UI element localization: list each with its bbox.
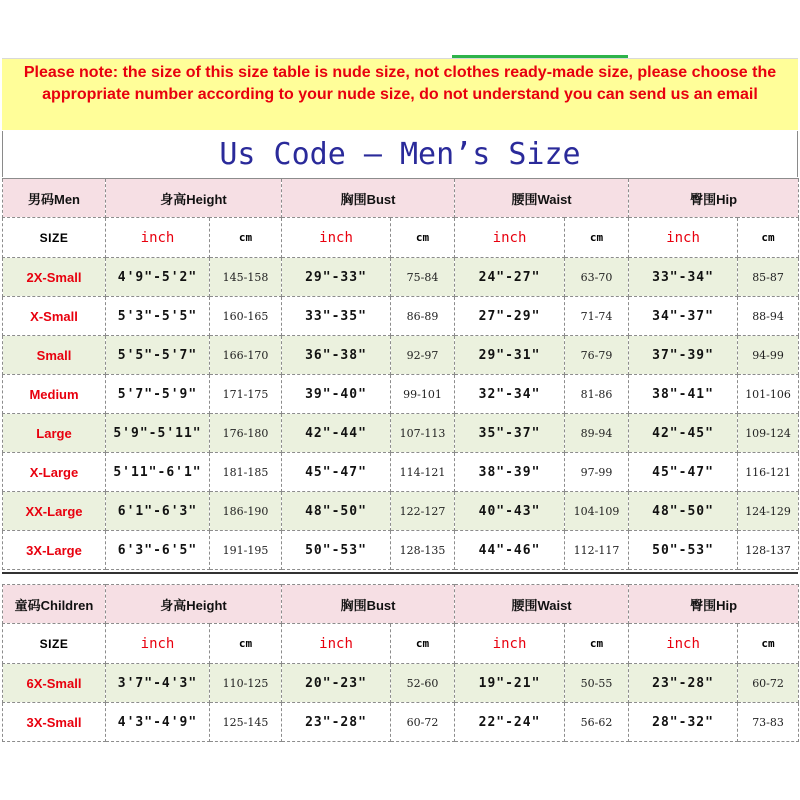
hip-cm-cell: 124-129 bbox=[738, 492, 799, 531]
waist-cm-cell: 50-55 bbox=[565, 664, 629, 703]
height-inch-cell: 5'3"-5'5" bbox=[106, 297, 210, 336]
waist-cm-cell: 89-94 bbox=[565, 414, 629, 453]
unit-cm: cm bbox=[565, 218, 629, 258]
bust-inch-cell: 23"-28" bbox=[282, 703, 391, 742]
height-cm-cell: 176-180 bbox=[210, 414, 282, 453]
unit-cm: cm bbox=[210, 218, 282, 258]
bust-cm-cell: 122-127 bbox=[391, 492, 455, 531]
height-inch-cell: 5'7"-5'9" bbox=[106, 375, 210, 414]
hip-inch-cell: 45"-47" bbox=[629, 453, 738, 492]
hip-inch-cell: 28"-32" bbox=[629, 703, 738, 742]
hip-inch-cell: 34"-37" bbox=[629, 297, 738, 336]
bust-cm-cell: 107-113 bbox=[391, 414, 455, 453]
bust-inch-cell: 36"-38" bbox=[282, 336, 391, 375]
unit-cm: cm bbox=[391, 218, 455, 258]
hip-cm-cell: 116-121 bbox=[738, 453, 799, 492]
table-row bbox=[3, 375, 799, 414]
height-inch-cell: 3'7"-4'3" bbox=[106, 664, 210, 703]
children-size-table bbox=[2, 584, 799, 742]
unit-cm: cm bbox=[738, 624, 799, 664]
bust-cm-cell: 52-60 bbox=[391, 664, 455, 703]
height-cm-cell: 125-145 bbox=[210, 703, 282, 742]
hip-inch-cell: 37"-39" bbox=[629, 336, 738, 375]
size-name-cell: 3X-Small bbox=[3, 703, 106, 742]
notice-text: Please note: the size of this size table is nude size, not clothes ready-made size, please choose the appropriate number according to your nude size, do not understand you can send us an email bbox=[23, 64, 777, 103]
table-header-row bbox=[3, 585, 799, 624]
bust-inch-cell: 50"-53" bbox=[282, 531, 391, 570]
bust-cm-cell: 92-97 bbox=[391, 336, 455, 375]
header-bust: 胸围Bust bbox=[282, 585, 455, 624]
hip-cm-cell: 101-106 bbox=[738, 375, 799, 414]
unit-cm: cm bbox=[738, 218, 799, 258]
size-name-cell: X-Large bbox=[3, 453, 106, 492]
height-inch-cell: 5'11"-6'1" bbox=[106, 453, 210, 492]
size-name-cell: Medium bbox=[3, 375, 106, 414]
height-cm-cell: 171-175 bbox=[210, 375, 282, 414]
waist-inch-cell: 32"-34" bbox=[455, 375, 565, 414]
table-row bbox=[3, 297, 799, 336]
waist-cm-cell: 63-70 bbox=[565, 258, 629, 297]
bust-cm-cell: 86-89 bbox=[391, 297, 455, 336]
header-hip: 臀围Hip bbox=[629, 179, 799, 218]
unit-cm: cm bbox=[210, 624, 282, 664]
waist-cm-cell: 104-109 bbox=[565, 492, 629, 531]
height-cm-cell: 110-125 bbox=[210, 664, 282, 703]
bust-cm-cell: 114-121 bbox=[391, 453, 455, 492]
unit-inch: inch bbox=[282, 218, 391, 258]
unit-inch: inch bbox=[282, 624, 391, 664]
waist-cm-cell: 81-86 bbox=[565, 375, 629, 414]
waist-cm-cell: 71-74 bbox=[565, 297, 629, 336]
hip-inch-cell: 42"-45" bbox=[629, 414, 738, 453]
unit-inch: inch bbox=[455, 218, 565, 258]
header-waist: 腰围Waist bbox=[455, 179, 629, 218]
height-inch-cell: 4'9"-5'2" bbox=[106, 258, 210, 297]
waist-inch-cell: 27"-29" bbox=[455, 297, 565, 336]
unit-size-label: SIZE bbox=[3, 218, 106, 258]
table-row bbox=[3, 703, 799, 742]
hip-inch-cell: 23"-28" bbox=[629, 664, 738, 703]
unit-inch: inch bbox=[629, 218, 738, 258]
hip-inch-cell: 48"-50" bbox=[629, 492, 738, 531]
waist-inch-cell: 40"-43" bbox=[455, 492, 565, 531]
waist-inch-cell: 29"-31" bbox=[455, 336, 565, 375]
waist-inch-cell: 19"-21" bbox=[455, 664, 565, 703]
unit-inch: inch bbox=[455, 624, 565, 664]
hip-cm-cell: 109-124 bbox=[738, 414, 799, 453]
waist-cm-cell: 76-79 bbox=[565, 336, 629, 375]
hip-cm-cell: 128-137 bbox=[738, 531, 799, 570]
size-name-cell: Large bbox=[3, 414, 106, 453]
header-waist: 腰围Waist bbox=[455, 585, 629, 624]
size-notice bbox=[2, 58, 798, 130]
unit-size-label: SIZE bbox=[3, 624, 106, 664]
header-size-category: 童码Children bbox=[3, 585, 106, 624]
waist-cm-cell: 56-62 bbox=[565, 703, 629, 742]
waist-inch-cell: 44"-46" bbox=[455, 531, 565, 570]
bust-inch-cell: 20"-23" bbox=[282, 664, 391, 703]
page-title: Us Code – Men’s Size bbox=[219, 137, 581, 172]
hip-cm-cell: 85-87 bbox=[738, 258, 799, 297]
men-table-body bbox=[3, 179, 799, 570]
hip-inch-cell: 50"-53" bbox=[629, 531, 738, 570]
waist-inch-cell: 35"-37" bbox=[455, 414, 565, 453]
table-row bbox=[3, 492, 799, 531]
unit-inch: inch bbox=[106, 624, 210, 664]
table-row bbox=[3, 258, 799, 297]
size-name-cell: X-Small bbox=[3, 297, 106, 336]
unit-row bbox=[3, 624, 799, 664]
table-header-row bbox=[3, 179, 799, 218]
height-cm-cell: 166-170 bbox=[210, 336, 282, 375]
table-title-row bbox=[2, 131, 798, 177]
hip-cm-cell: 88-94 bbox=[738, 297, 799, 336]
bust-cm-cell: 60-72 bbox=[391, 703, 455, 742]
waist-cm-cell: 112-117 bbox=[565, 531, 629, 570]
table-row bbox=[3, 453, 799, 492]
hip-cm-cell: 73-83 bbox=[738, 703, 799, 742]
table-row bbox=[3, 336, 799, 375]
height-cm-cell: 181-185 bbox=[210, 453, 282, 492]
header-height: 身高Height bbox=[106, 585, 282, 624]
bust-inch-cell: 42"-44" bbox=[282, 414, 391, 453]
height-cm-cell: 160-165 bbox=[210, 297, 282, 336]
header-hip: 臀围Hip bbox=[629, 585, 799, 624]
header-size-category: 男码Men bbox=[3, 179, 106, 218]
hip-inch-cell: 38"-41" bbox=[629, 375, 738, 414]
bust-inch-cell: 29"-33" bbox=[282, 258, 391, 297]
height-cm-cell: 145-158 bbox=[210, 258, 282, 297]
bust-cm-cell: 99-101 bbox=[391, 375, 455, 414]
bust-inch-cell: 39"-40" bbox=[282, 375, 391, 414]
men-size-table bbox=[2, 178, 799, 570]
table-row bbox=[3, 664, 799, 703]
height-cm-cell: 186-190 bbox=[210, 492, 282, 531]
height-inch-cell: 6'1"-6'3" bbox=[106, 492, 210, 531]
size-name-cell: 6X-Small bbox=[3, 664, 106, 703]
bust-inch-cell: 48"-50" bbox=[282, 492, 391, 531]
size-name-cell: 2X-Small bbox=[3, 258, 106, 297]
size-name-cell: 3X-Large bbox=[3, 531, 106, 570]
height-inch-cell: 5'5"-5'7" bbox=[106, 336, 210, 375]
waist-inch-cell: 22"-24" bbox=[455, 703, 565, 742]
waist-inch-cell: 38"-39" bbox=[455, 453, 565, 492]
children-table-body bbox=[3, 585, 799, 742]
table-row bbox=[3, 414, 799, 453]
unit-cm: cm bbox=[391, 624, 455, 664]
unit-inch: inch bbox=[106, 218, 210, 258]
waist-cm-cell: 97-99 bbox=[565, 453, 629, 492]
height-inch-cell: 6'3"-6'5" bbox=[106, 531, 210, 570]
height-inch-cell: 5'9"-5'11" bbox=[106, 414, 210, 453]
height-inch-cell: 4'3"-4'9" bbox=[106, 703, 210, 742]
waist-inch-cell: 24"-27" bbox=[455, 258, 565, 297]
height-cm-cell: 191-195 bbox=[210, 531, 282, 570]
unit-cm: cm bbox=[565, 624, 629, 664]
table-separator bbox=[2, 572, 798, 574]
table-row bbox=[3, 531, 799, 570]
bust-inch-cell: 45"-47" bbox=[282, 453, 391, 492]
bust-cm-cell: 128-135 bbox=[391, 531, 455, 570]
unit-row bbox=[3, 218, 799, 258]
bust-inch-cell: 33"-35" bbox=[282, 297, 391, 336]
header-bust: 胸围Bust bbox=[282, 179, 455, 218]
size-name-cell: XX-Large bbox=[3, 492, 106, 531]
size-name-cell: Small bbox=[3, 336, 106, 375]
unit-inch: inch bbox=[629, 624, 738, 664]
hip-cm-cell: 60-72 bbox=[738, 664, 799, 703]
hip-cm-cell: 94-99 bbox=[738, 336, 799, 375]
header-height: 身高Height bbox=[106, 179, 282, 218]
hip-inch-cell: 33"-34" bbox=[629, 258, 738, 297]
bust-cm-cell: 75-84 bbox=[391, 258, 455, 297]
